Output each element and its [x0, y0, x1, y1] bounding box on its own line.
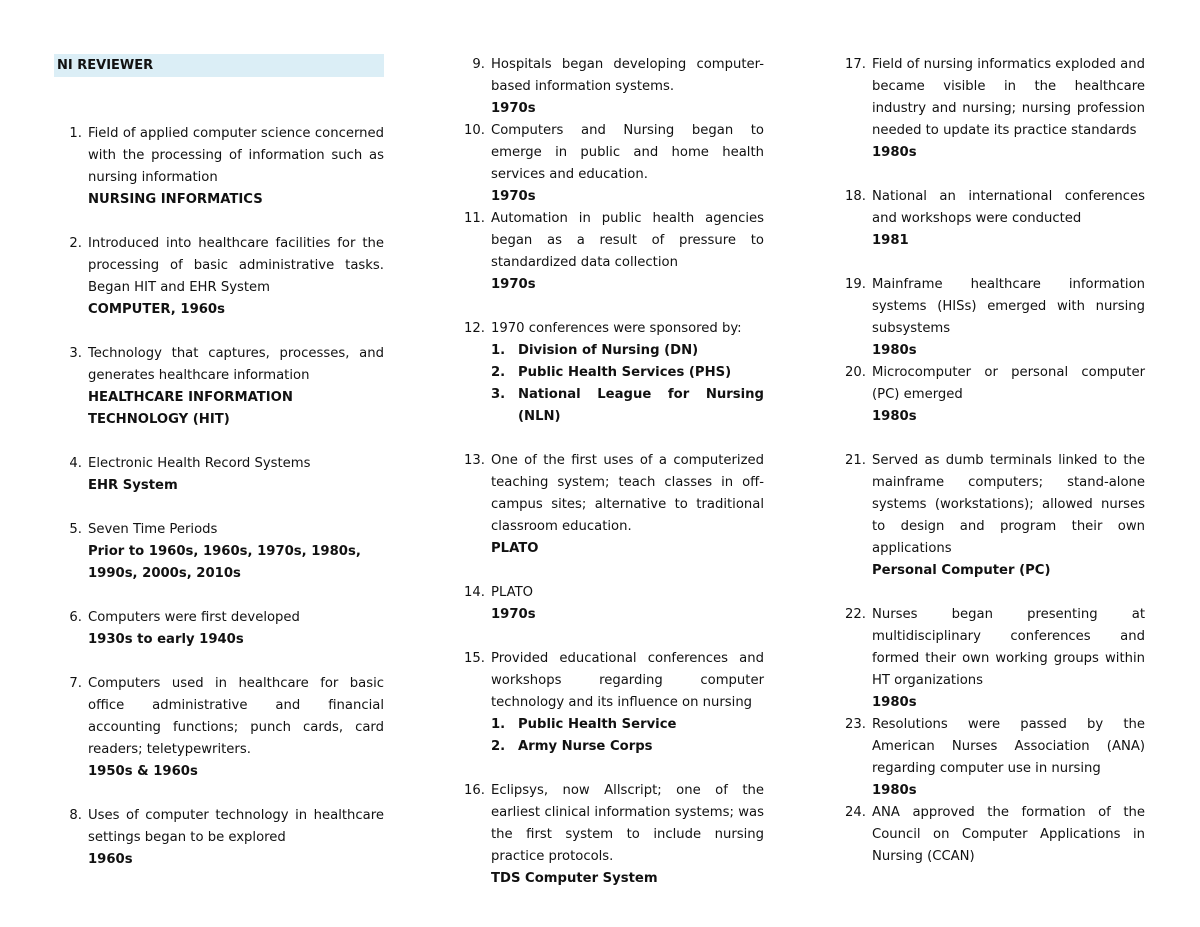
item-question: Electronic Health Record Systems	[88, 456, 311, 471]
item-answer: 1950s & 1960s	[88, 764, 198, 779]
item-question: ANA approved the formation of the Council on Computer Applications in Nursing (CCAN)	[872, 805, 1145, 864]
item-question: National an international conferences and workshops were conducted	[872, 189, 1145, 226]
list-item	[54, 233, 384, 321]
item-answer: EHR System	[88, 478, 178, 493]
sub-item-number: 2.	[491, 365, 506, 380]
item-number: 17.	[845, 57, 866, 72]
item-question: Technology that captures, processes, and generates healthcare information	[88, 346, 384, 383]
item-question: Nurses began presenting at multidisciplinary conferences and formed their own working groups within HT organizations	[872, 607, 1145, 688]
item-answer: 1970s	[491, 277, 536, 292]
item-question: Automation in public health agencies began as a result of pressure to standardized data collection	[491, 211, 764, 270]
item-number: 1.	[69, 126, 82, 141]
list-item	[838, 802, 1145, 868]
item-question: Computers and Nursing began to emerge in public and home health services and education.	[491, 123, 764, 182]
list-item	[457, 582, 764, 626]
list-item	[54, 123, 384, 211]
page-title: NI REVIEWER	[54, 54, 384, 77]
item-answer: 1970s	[491, 607, 536, 622]
item-answer: COMPUTER, 1960s	[88, 302, 225, 317]
item-number: 20.	[845, 365, 866, 380]
sub-item-number: 2.	[491, 739, 506, 754]
item-question: Computers used in healthcare for basic office administrative and financial accounting functions; punch cards, card readers; teletypewriters.	[88, 676, 384, 757]
item-question: Seven Time Periods	[88, 522, 218, 537]
item-question: Eclipsys, now Allscript; one of the earliest clinical information systems; was the first system to include nursing practice protocols.	[491, 783, 764, 864]
column-2	[457, 54, 764, 890]
sub-item	[491, 340, 764, 362]
item-question: Field of applied computer science concerned with the processing of information such as nursing information	[88, 126, 384, 185]
list-item	[838, 186, 1145, 252]
item-question: Mainframe healthcare information systems (HISs) emerged with nursing subsystems	[872, 277, 1145, 336]
item-question: One of the first uses of a computerized teaching system; teach classes in off-campus sites; alternative to traditional classroom education.	[491, 453, 764, 534]
item-number: 4.	[69, 456, 82, 471]
list-item	[838, 604, 1145, 714]
list-item	[54, 343, 384, 431]
item-number: 14.	[464, 585, 485, 600]
sub-item-text: Public Health Services (PHS)	[518, 365, 732, 380]
sub-item-number: 3.	[491, 387, 506, 402]
item-number: 18.	[845, 189, 866, 204]
item-answer: 1980s	[872, 343, 917, 358]
list-item	[54, 805, 384, 871]
item-number: 11.	[464, 211, 485, 226]
item-question: 1970 conferences were sponsored by:	[491, 321, 742, 336]
list-item	[838, 54, 1145, 164]
list-item	[54, 673, 384, 783]
item-answer: HEALTHCARE INFORMATION TECHNOLOGY (HIT)	[88, 390, 293, 427]
column-3	[838, 54, 1145, 868]
list-item	[457, 780, 764, 890]
item-number: 5.	[69, 522, 82, 537]
item-number: 6.	[69, 610, 82, 625]
item-question: Computers were first developed	[88, 610, 300, 625]
item-question: Uses of computer technology in healthcare settings began to be explored	[88, 808, 384, 845]
sub-item	[491, 362, 764, 384]
item-number: 19.	[845, 277, 866, 292]
item-number: 16.	[464, 783, 485, 798]
list-item	[457, 648, 764, 758]
list-item	[54, 453, 384, 497]
item-number: 3.	[69, 346, 82, 361]
item-answer: 1980s	[872, 695, 917, 710]
item-question: Served as dumb terminals linked to the mainframe computers; stand-alone systems (workstations); allowed nurses to design and program their own applications	[872, 453, 1145, 556]
item-answer: NURSING INFORMATICS	[88, 192, 263, 207]
item-number: 12.	[464, 321, 485, 336]
item-question: Introduced into healthcare facilities for the processing of basic administrative tasks. Began HIT and EHR System	[88, 236, 384, 295]
column-1	[54, 54, 384, 871]
item-number: 7.	[69, 676, 82, 691]
item-question: Provided educational conferences and workshops regarding computer technology and its influence on nursing	[491, 651, 764, 710]
item-number: 22.	[845, 607, 866, 622]
item-answer: 1980s	[872, 783, 917, 798]
item-answer: PLATO	[491, 541, 539, 556]
item-answer: 1970s	[491, 189, 536, 204]
sub-item	[491, 736, 764, 758]
item-answer: 1960s	[88, 852, 133, 867]
item-question: Hospitals began developing computer-based information systems.	[491, 57, 764, 94]
sub-item-number: 1.	[491, 717, 506, 732]
sub-item-number: 1.	[491, 343, 506, 358]
list-item	[54, 607, 384, 651]
item-number: 13.	[464, 453, 485, 468]
list-item	[838, 274, 1145, 362]
item-answer: 1970s	[491, 101, 536, 116]
item-number: 24.	[845, 805, 866, 820]
list-item	[457, 54, 764, 120]
list-item	[54, 519, 384, 585]
item-answer: 1981	[872, 233, 909, 248]
item-number: 2.	[69, 236, 82, 251]
item-question: Microcomputer or personal computer (PC) emerged	[872, 365, 1145, 402]
list-item	[457, 208, 764, 296]
item-answer: 1930s to early 1940s	[88, 632, 244, 647]
item-number: 9.	[472, 57, 485, 72]
item-number: 15.	[464, 651, 485, 666]
sub-item-text: Division of Nursing (DN)	[518, 343, 699, 358]
item-question: Field of nursing informatics exploded and became visible in the healthcare industry and nursing; nursing profession needed to update its practice standards	[872, 57, 1145, 138]
item-answer: Prior to 1960s, 1960s, 1970s, 1980s, 1990s, 2000s, 2010s	[88, 544, 361, 581]
sub-item-text: National League for Nursing (NLN)	[518, 387, 764, 424]
sub-item	[491, 384, 764, 428]
sub-item-text: Public Health Service	[518, 717, 677, 732]
sub-item-text: Army Nurse Corps	[518, 739, 653, 754]
item-answer: 1980s	[872, 145, 917, 160]
sub-item	[491, 714, 764, 736]
item-number: 21.	[845, 453, 866, 468]
item-answer: Personal Computer (PC)	[872, 563, 1051, 578]
list-item	[838, 362, 1145, 428]
item-number: 8.	[69, 808, 82, 823]
list-item	[457, 318, 764, 428]
list-item	[457, 450, 764, 560]
item-number: 10.	[464, 123, 485, 138]
list-item	[838, 714, 1145, 802]
item-question: PLATO	[491, 585, 534, 600]
list-item	[838, 450, 1145, 582]
item-question: Resolutions were passed by the American Nurses Association (ANA) regarding computer use in nursing	[872, 717, 1145, 776]
item-answer: 1980s	[872, 409, 917, 424]
item-answer: TDS Computer System	[491, 871, 658, 886]
item-number: 23.	[845, 717, 866, 732]
list-item	[457, 120, 764, 208]
